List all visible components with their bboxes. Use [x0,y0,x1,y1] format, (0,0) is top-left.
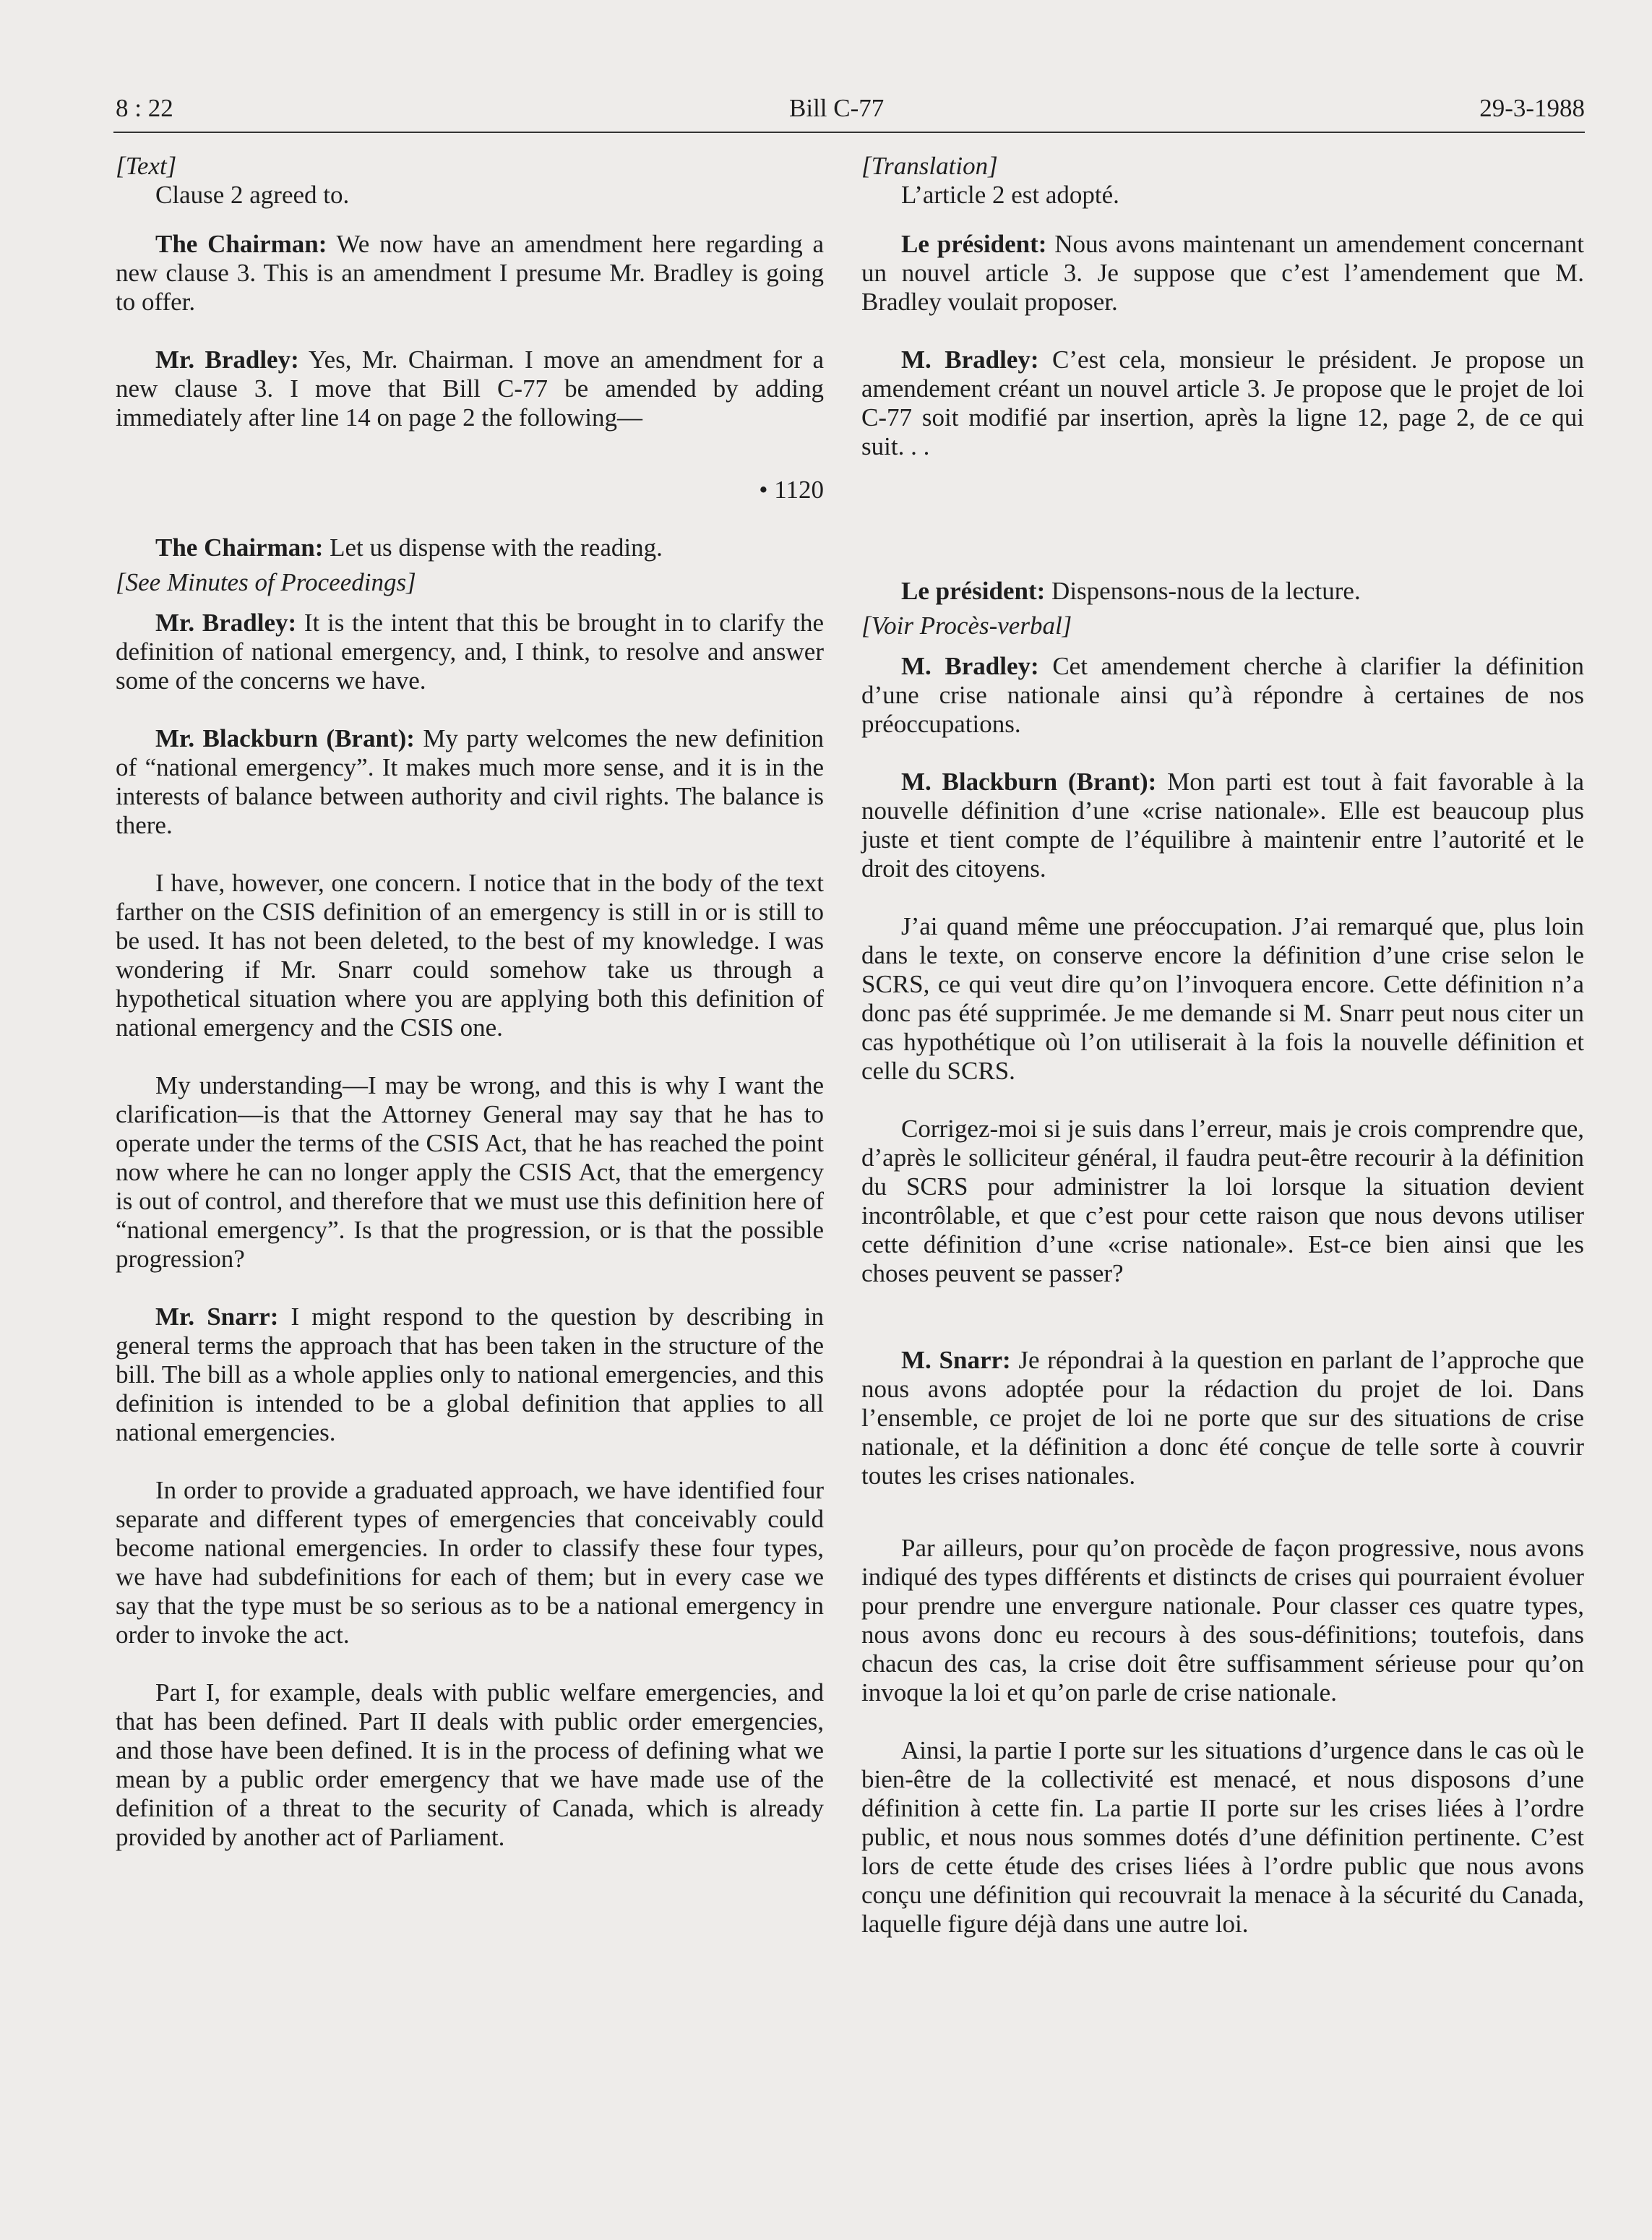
speaker: The Chairman: [155,533,324,562]
paragraph: Par ailleurs, pour qu’on procède de façon progressive, nous avons indiqué des types différents et distincts de crises qui pourraient évoluer pour prendre une envergure nationale. Pour classer ces quatre types, nous avons donc eu recours à des sous-définitions; toutefois, dans chacun des cas, la crise doit être suffisamment sérieuse pour qu’on invoque la loi et qu’on parle de crise nationale. [861,1534,1584,1707]
speech-text: Nous avons maintenant un amendement concernant un nouvel article 3. Je suppose que c’est l’amendement que M. Bradley voulait proposer. [861,230,1584,316]
paragraph [861,230,1584,317]
paragraph: Clause 2 agreed to. [155,181,350,209]
paragraph [861,577,1584,606]
speech-text: C’est cela, monsieur le président. Je propose un amendement créant un nouvel article 3. Je propose que le projet de loi C-77 soit modifié par insertion, après la ligne 12, page 2, de ce qui suit. . . [861,346,1585,460]
english-column [116,152,824,1881]
paragraph: Ainsi, la partie I porte sur les situations d’urgence dans le cas où le bien-être de la collectivité est menacé, et nous disposons d’une définition à cette fin. La partie II porte sur les crises liées à l’ordre public, et nous nous sommes dotés d’une définition pertinente. C’est lors de cette étude des crises liées à l’ordre public que nous avons conçu une définition qui recouvrait la menace à la sécurité du Canada, laquelle figure déjà dans une autre loi. [861,1736,1584,1938]
speaker: Mr. Bradley: [155,609,297,637]
speaker: M. Blackburn (Brant): [901,768,1157,796]
paragraph: Corrigez-moi si je suis dans l’erreur, mais je crois comprendre que, d’après le solliciteur général, il faudra peut-être recourir à la définition du SCRS pour administrer la loi lorsque la situation devient incontrôlable, et que c’est pour cette raison que nous devons utiliser cette définition d’une «crise nationale». Est-ce bien ainsi que les choses peuvent se passer? [861,1115,1584,1287]
speaker: Mr. Bradley: [155,346,299,374]
speech-text: Cet amendement cherche à clarifier la définition d’une crise nationale ainsi qu’à répondre à certaines de nos préoccupations. [861,652,1584,738]
paragraph [116,533,824,562]
speaker: M. Bradley: [901,346,1039,374]
paragraph: In order to provide a graduated approach, we have identified four separate and different types of emergencies that conceivably could become national emergencies. In order to classify these four types, we have had subdefinitions for each of them; but in every case we say that the type must be so serious as to be a national emergency in order to invoke the act. [116,1476,824,1649]
paragraph: Part I, for example, deals with public welfare emergencies, and that has been defined. Part II deals with public order emergencies, and those have been defined. It is in the process of defining what we mean by a public order emergency that we have made use of the definition of a threat to the security of Canada, which is already provided by another act of Parliament. [116,1678,824,1851]
minutes-reference: [Voir Procès-verbal] [861,612,1072,640]
speech-text: We now have an amendment here regarding a new clause 3. This is an amendment I presume Mr. Bradley is going to offer. [116,230,825,316]
speech-text: Dispensons-nous de la lecture. [1045,577,1361,605]
speaker: M. Bradley: [901,652,1039,680]
speech-text: Let us dispense with the reading. [323,533,663,562]
header-rule [113,132,1585,133]
paragraph [116,346,824,432]
page-date: 29-3-1988 [1479,94,1585,122]
speech-text: It is the intent that this be brought in to clarify the definition of national emergency, and, I think, to resolve and answer some of the concerns we have. [116,609,824,695]
paragraph: I have, however, one concern. I notice that in the body of the text farther on the CSIS definition of an emergency is still in or is still to be used. It has not been deleted, to the best of my knowledge. I was wondering if Mr. Snarr could somehow take us through a hypothetical situation where you are applying both this definition of national emergency and the CSIS one. [116,869,824,1042]
minutes-reference: [See Minutes of Proceedings] [116,568,416,596]
paragraph [861,346,1584,461]
paragraph: L’article 2 est adopté. [901,181,1119,209]
page-number: 8 : 22 [116,94,173,122]
speaker: Le président: [901,577,1046,605]
speaker: M. Snarr: [901,1346,1011,1374]
paragraph [116,230,824,317]
bill-title: Bill C-77 [789,94,885,122]
paragraph [116,609,824,695]
paragraph [861,652,1584,739]
french-column [861,152,1584,1967]
speaker: Le président: [901,230,1047,258]
paragraph: My understanding—I may be wrong, and this is why I want the clarification—is that the Attorney General may say that he has to operate under the terms of the CSIS Act, that he has reached the point now where he can no longer apply the CSIS Act, that the emergency is out of control, and therefore that we must use this definition here of “national emergency”. Is that the progression, or is that the possible progression? [116,1071,824,1273]
speaker: The Chairman: [155,230,327,258]
language-label: [Translation] [861,152,998,180]
speech-text: Mon parti est tout à fait favorable à la nouvelle définition d’une «crise nationale». Elle est beaucoup plus juste et tient compte de l’équilibre à maintenir entre l’autorité et le droit des citoyens. [861,768,1584,883]
paragraph [861,1346,1584,1490]
paragraph [116,724,824,840]
paragraph [861,768,1584,883]
speech-text: Je répondrai à la question en parlant de l’approche que nous avons adoptée pour la rédaction du projet de loi. Dans l’ensemble, ce projet de loi ne porte que sur des situations de crise nationale, et la définition a donc été conçue de telle sorte à couvrir toutes les crises nationales. [861,1346,1584,1490]
speech-text: My party welcomes the new definition of “national emergency”. It makes much more sense, and it is in the interests of balance between authority and civil rights. The balance is there. [116,724,825,839]
paragraph [116,1303,824,1447]
language-label: [Text] [116,152,177,180]
speaker: Mr. Blackburn (Brant): [155,724,415,752]
speaker: Mr. Snarr: [155,1303,279,1331]
paragraph: J’ai quand même une préoccupation. J’ai remarqué que, plus loin dans le texte, on conserve encore la définition d’une crise selon le SCRS, ce qui veut dire qu’on l’invoquera encore. Cette définition n’a donc pas été supprimée. Je me demande si M. Snarr peut nous citer un cas hypothétique où l’on utiliserait à la fois la nouvelle définition et celle du SCRS. [861,912,1584,1085]
speech-text: I might respond to the question by describing in general terms the approach that has been taken in the structure of the bill. The bill as a whole applies only to national emergencies, and this definition is intended to be a global definition that applies to all national emergencies. [116,1303,825,1446]
speech-text: Yes, Mr. Chairman. I move an amendment for a new clause 3. I move that Bill C-77 be amended by adding immediately after line 14 on page 2 the following— [116,346,824,432]
timestamp: • 1120 [759,476,824,504]
